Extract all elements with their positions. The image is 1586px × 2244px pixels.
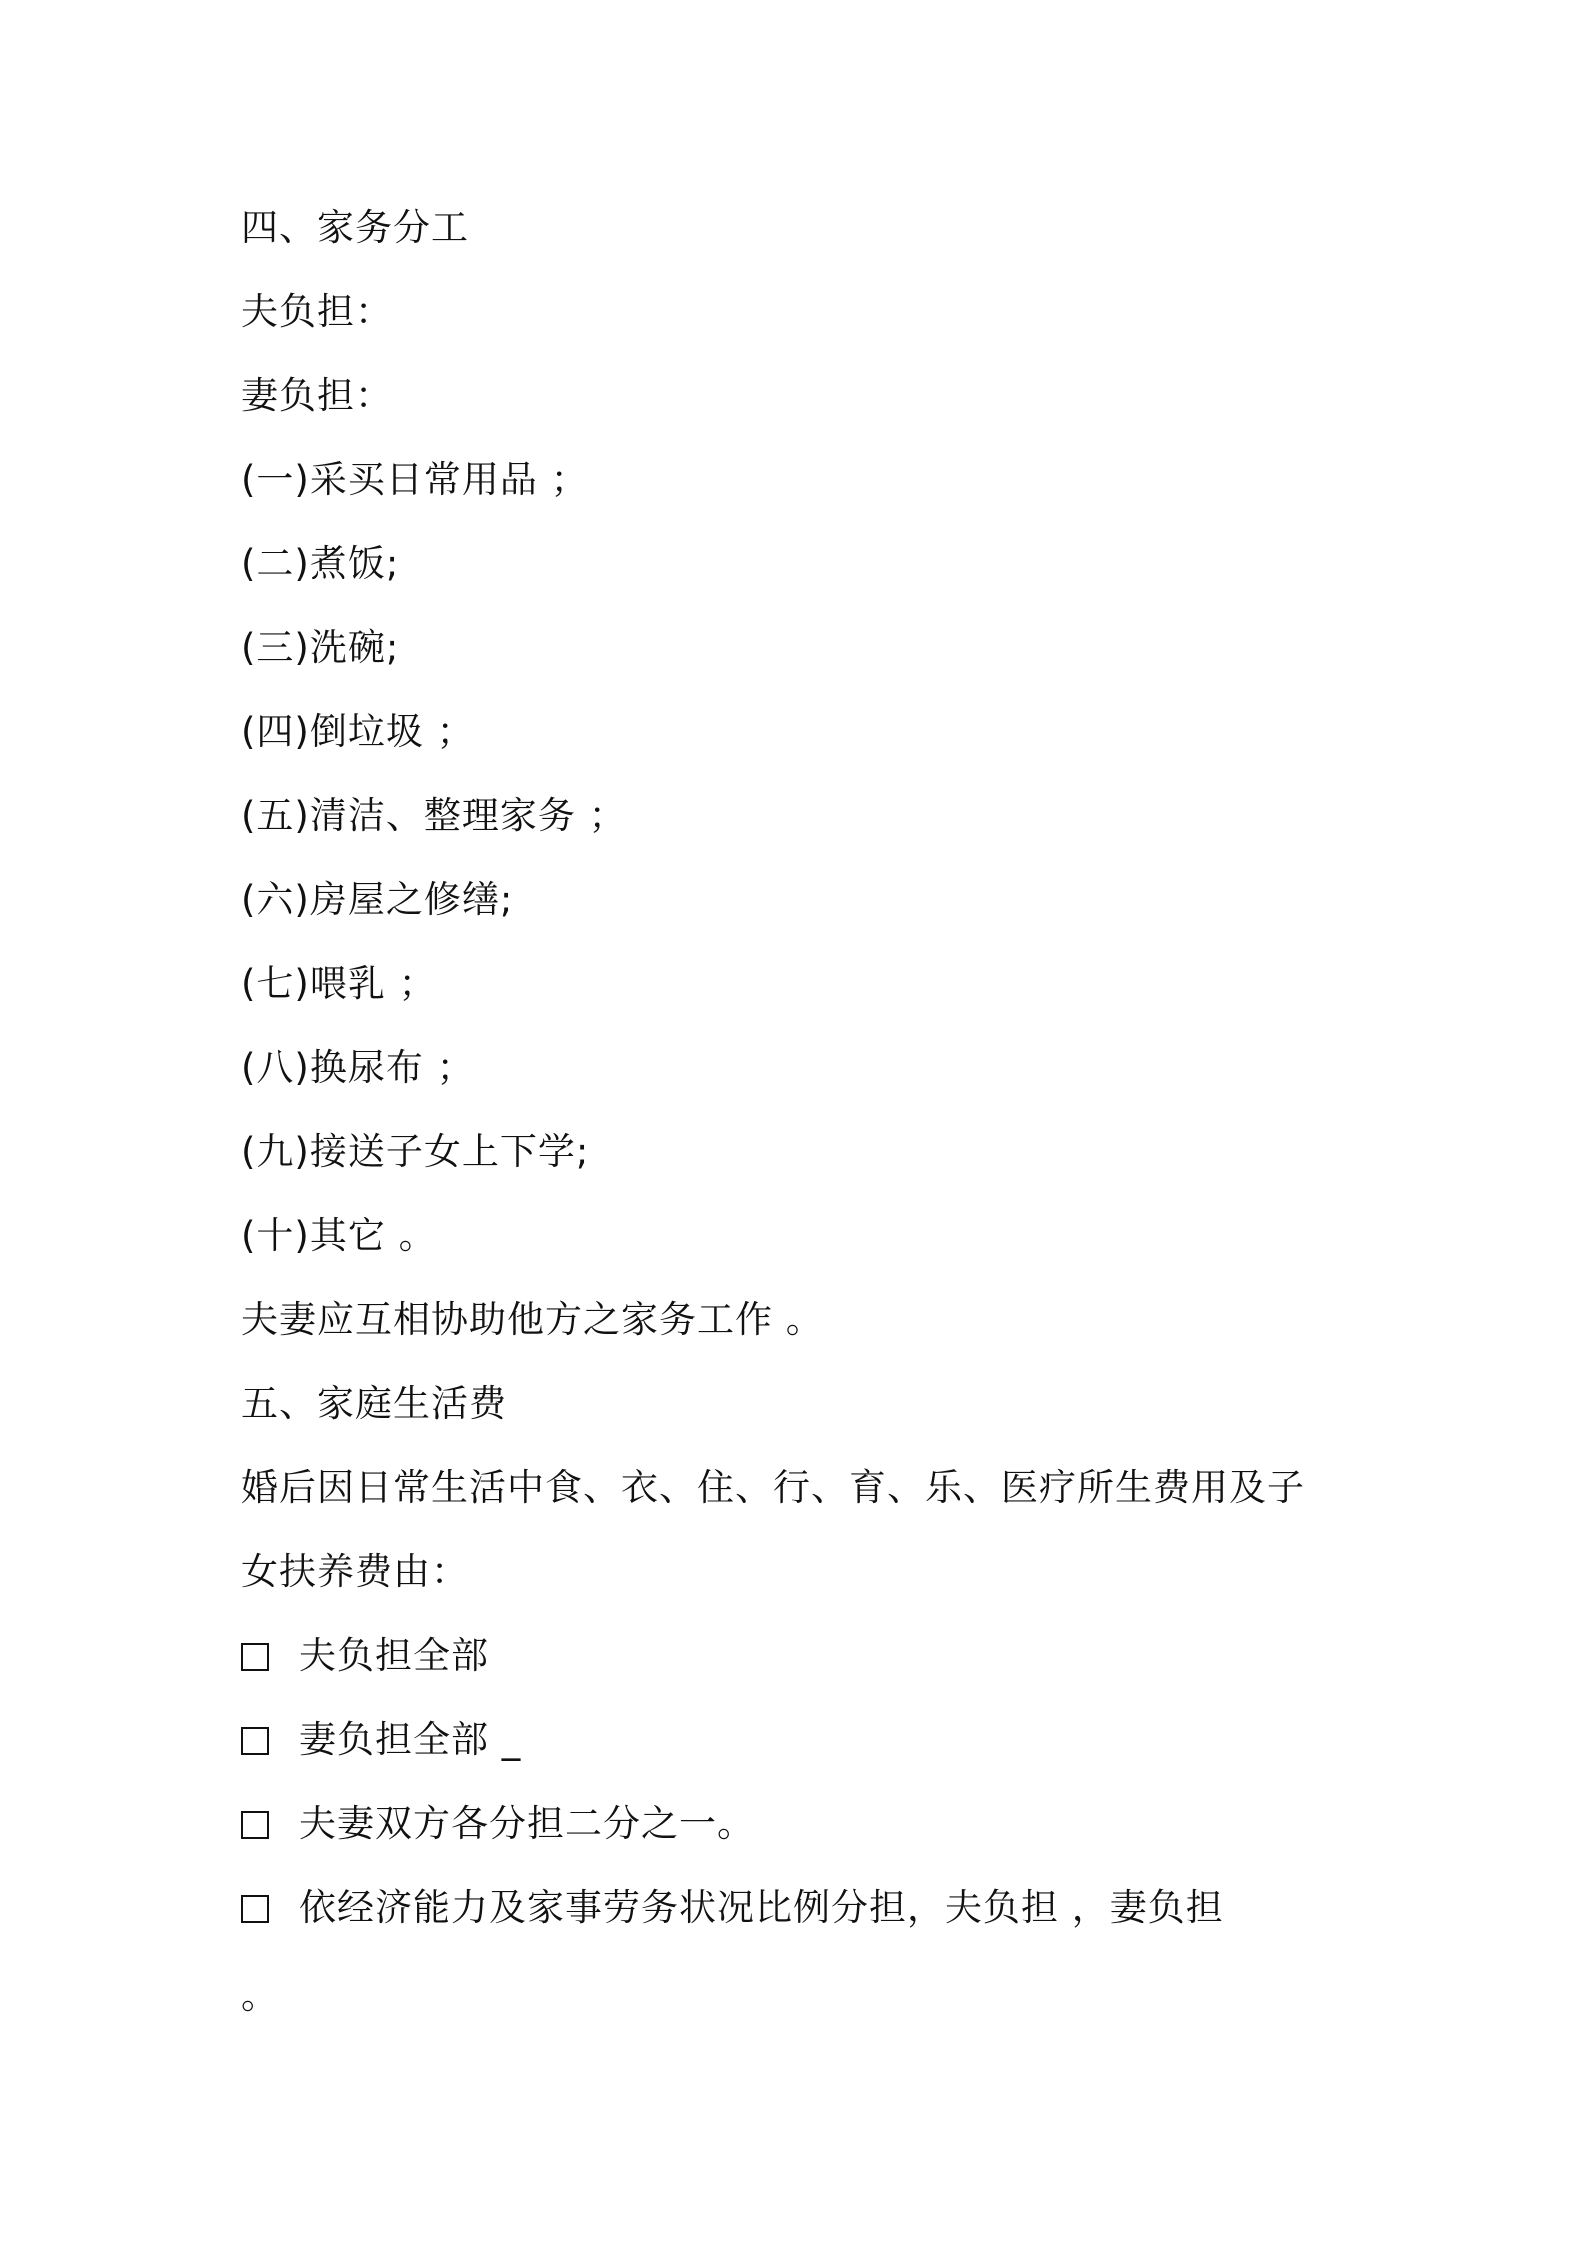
- option-label: 夫负担全部: [299, 1634, 489, 1677]
- checkbox[interactable]: [241, 1895, 269, 1923]
- checkbox[interactable]: [241, 1727, 269, 1755]
- list-item: (六)房屋之修缮;: [241, 878, 514, 921]
- list-item: (二)煮饭;: [241, 542, 400, 585]
- list-item: (十)其它 。: [241, 1214, 437, 1257]
- expense-option-proportional: [241, 1884, 1224, 1932]
- list-item: (八)换尿布 ；: [241, 1046, 475, 1089]
- wife-duties-label: 妻负担：: [241, 374, 393, 417]
- husband-duties-label: 夫负担：: [241, 290, 393, 333]
- section-heading-housework: 四、家务分工: [241, 206, 469, 249]
- trailing-period: 。: [241, 1974, 279, 2017]
- list-item: (七)喂乳 ；: [241, 962, 437, 1005]
- list-item: (四)倒垃圾 ；: [241, 710, 475, 753]
- list-item: (三)洗碗;: [241, 626, 400, 669]
- list-item: (一)采买日常用品 ；: [241, 458, 589, 501]
- list-item: (九)接送子女上下学;: [241, 1130, 590, 1173]
- option-label: 妻负担全部 _: [299, 1718, 522, 1761]
- option-label: 夫妻双方各分担二分之一。: [299, 1802, 755, 1845]
- checkbox[interactable]: [241, 1811, 269, 1839]
- mutual-assistance-text: 夫妻应互相协助他方之家务工作 。: [241, 1298, 824, 1341]
- section-heading-living-expenses: 五、家庭生活费: [241, 1382, 507, 1425]
- option-label: 依经济能力及家事劳务状况比例分担，夫负担 ，妻负担: [299, 1886, 1224, 1929]
- checkbox[interactable]: [241, 1643, 269, 1671]
- expenses-intro-line-2: 女扶养费由：: [241, 1550, 469, 1593]
- expense-option-husband-all: [241, 1632, 489, 1680]
- list-item: (五)清洁、整理家务 ；: [241, 794, 627, 837]
- expense-option-wife-all: [241, 1716, 521, 1764]
- expenses-intro-line-1: 婚后因日常生活中食、衣、住、行、育、乐、医疗所生费用及子: [241, 1466, 1305, 1509]
- expense-option-half-each: [241, 1800, 755, 1848]
